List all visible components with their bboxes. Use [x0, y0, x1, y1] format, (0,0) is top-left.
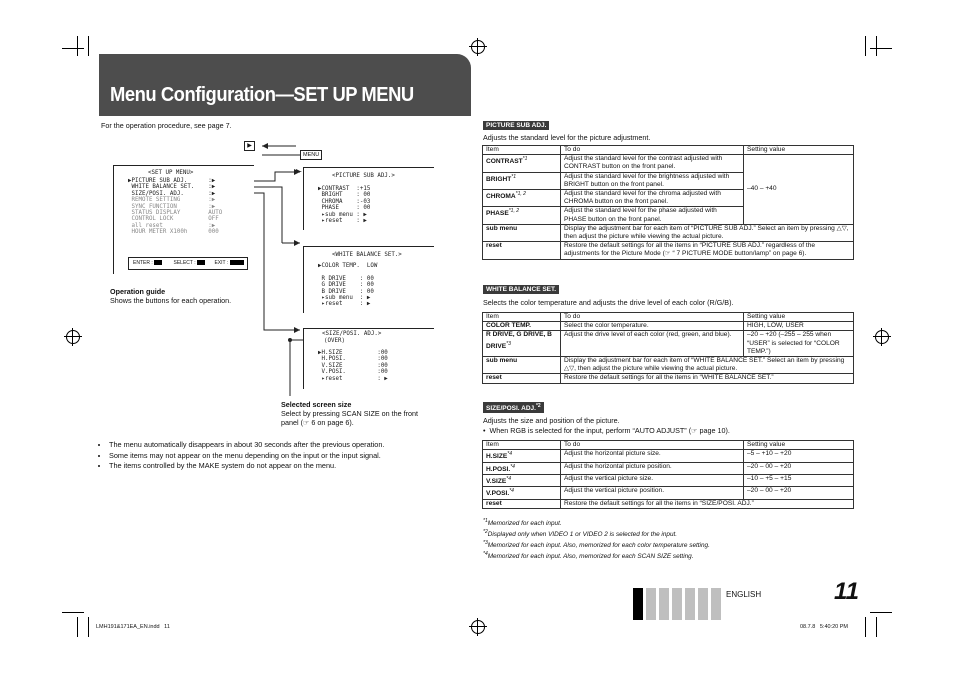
size-posi-desc: Adjusts the size and position of the picture.: [483, 416, 620, 425]
menu-item: ▶PICTURE SUB ADJ. :▶: [128, 178, 216, 184]
menu-item: G DRIVE : 00: [318, 282, 374, 289]
file-info: LMH191&171EA_EN.indd 11: [96, 624, 170, 630]
crop-mark: [865, 36, 866, 56]
operation-guide-title: Operation guide: [110, 287, 166, 296]
item-name: H.SIZE: [486, 453, 508, 461]
menu-item: R DRIVE : 00: [318, 275, 374, 282]
column-header: Setting value: [744, 146, 854, 155]
note-item: • The menu automatically disappears in about 30 seconds after the previous operation.: [109, 440, 384, 451]
item-name: PHASE: [486, 210, 509, 218]
menu-item: REMOTE SETTING :▶: [128, 197, 216, 204]
setup-menu-list: [128, 178, 222, 236]
footnote-text: Memorized for each input.: [487, 520, 562, 528]
selected-size-desc: Select by pressing SCAN SIZE on the front panel (☞ 6 on page 6).: [281, 409, 419, 427]
column-header: Item: [483, 313, 561, 322]
item-cell: [483, 224, 561, 241]
item-footnote-ref: *1: [522, 156, 528, 163]
item-footnote-ref: *4: [507, 451, 512, 458]
white-balance-label: WHITE BALANCE SET.: [483, 285, 559, 294]
tab-marker: [711, 588, 721, 620]
menu-item: WHITE BALANCE SET. :▶: [128, 184, 216, 191]
table-row: [483, 462, 854, 474]
footnote-text: Memorized for each input. Also, memorized for each SCAN SIZE setting.: [487, 553, 694, 561]
menu-item: ▶CONTRAST :+15: [318, 186, 371, 192]
setup-menu-title: <SET UP MENU>: [148, 170, 194, 176]
menu-item: V.POSI. :00: [318, 369, 388, 376]
intro-text: For the operation procedure, see page 7.: [101, 121, 232, 130]
item-footnote-ref: *1, 2: [508, 208, 520, 215]
item-name: reset: [486, 242, 502, 250]
item-name: V.POSI.: [486, 490, 510, 498]
item-cell: [483, 155, 561, 172]
menu-item: CHROMA :-03: [318, 198, 371, 205]
menu-item: H.POSI. :00: [318, 356, 388, 363]
item-cell: [483, 357, 561, 374]
item-cell: [483, 450, 561, 462]
crop-mark: [77, 617, 78, 637]
page-number: 11: [834, 578, 859, 605]
picture-sub-screen: [303, 167, 434, 230]
size-posi-note: • When RGB is selected for the input, perform “AUTO ADJUST” (☞ page 10).: [483, 426, 730, 435]
menu-button-label: MENU: [300, 150, 322, 160]
todo-cell: Adjust the standard level for the brightness adjusted with BRIGHT button on the front panel.: [561, 172, 744, 189]
crop-mark: [62, 612, 84, 613]
size-posi-over: (OVER): [324, 338, 345, 344]
item-cell: [483, 190, 561, 207]
note-item: • The items controlled by the MAKE system do not appear on the menu.: [109, 461, 384, 472]
footnote-mark: *3: [483, 540, 488, 547]
item-footnote-ref: *4: [510, 463, 515, 470]
todo-cell: Adjust the drive level of each color (red, green, and blue).: [561, 331, 744, 357]
footnote-text: Displayed only when VIDEO 1 or VIDEO 2 is selected for the input.: [487, 531, 678, 539]
crop-mark: [88, 617, 89, 637]
todo-cell: Restore the default settings for all the items in “PICTURE SUB ADJ.” regardless of the adjustments for the Picture Mode (☞ “ 7 PICTURE MODE button/lamp” on page 6).: [561, 242, 854, 259]
column-header: Setting value: [744, 313, 854, 322]
menu-item: B DRIVE : 00: [318, 288, 374, 295]
table-header-row: [483, 313, 854, 322]
table-row: [483, 474, 854, 486]
table-header-row: [483, 441, 854, 450]
footnotes: [483, 517, 710, 562]
menu-item: ▶H.SIZE :00: [318, 350, 388, 356]
size-posi-table: [482, 440, 854, 509]
column-header: To do: [561, 313, 744, 322]
todo-cell: Adjust the horizontal picture position.: [561, 462, 744, 474]
item-footnote-ref: *1, 2: [515, 191, 526, 198]
todo-cell: Display the adjustment bar for each item of “PICTURE SUB ADJ.” Select an item by pressing △▽, then adjust the picture while viewing the actual picture.: [561, 224, 854, 241]
menu-item: BRIGHT : 00: [318, 192, 371, 199]
crop-mark: [870, 48, 892, 49]
white-balance-desc: Selects the color temperature and adjusts the drive level of each color (R/G/B).: [483, 298, 734, 307]
item-cell: [483, 462, 561, 474]
footnote-text: Memorized for each input. Also, memorized for each color temperature setting.: [487, 542, 710, 550]
tab-marker: [672, 588, 682, 620]
footnote: [483, 550, 710, 561]
todo-cell: Adjust the standard level for the contrast adjusted with CONTRAST button on the front panel.: [561, 155, 744, 172]
item-cell: [483, 207, 561, 224]
menu-item: all reset :▶: [128, 222, 216, 229]
play-icon: ▶: [244, 141, 255, 151]
todo-cell: Display the adjustment bar for each item of “WHITE BALANCE SET.” Select an item by pressing △▽, then adjust the picture while viewing the actual picture.: [561, 357, 854, 374]
column-header: Item: [483, 441, 561, 450]
item-name: sub menu: [486, 357, 518, 365]
table-row: [483, 242, 854, 259]
item-name: BRIGHT: [486, 175, 512, 183]
timestamp: 08.7.8 5:40:20 PM: [800, 624, 849, 630]
picture-sub-desc: Adjusts the standard level for the picture adjustment.: [483, 133, 651, 142]
footnote-mark: *2: [483, 529, 488, 536]
item-cell: [483, 242, 561, 259]
white-balance-table: [482, 312, 854, 384]
table-row: [483, 374, 854, 383]
menu-item: PHASE : 00: [318, 205, 371, 212]
item-name: reset: [486, 374, 502, 382]
item-name: COLOR TEMP.: [486, 322, 531, 330]
menu-item: CONTROL LOCK OFF: [128, 216, 219, 223]
item-cell: [483, 499, 561, 508]
size-posi-list: [318, 350, 388, 382]
crop-mark: [865, 617, 866, 637]
menu-item: ▶COLOR TEMP. LOW: [318, 263, 378, 269]
tab-marker: [685, 588, 695, 620]
picture-sub-table: [482, 145, 854, 260]
item-name: reset: [486, 499, 502, 507]
footnote: [483, 517, 710, 528]
notes-list: [101, 440, 384, 472]
crop-mark: [876, 617, 877, 637]
crop-mark: [876, 36, 877, 56]
footnote: [483, 539, 710, 550]
setup-menu-screen: [113, 165, 254, 274]
menu-item: STATUS DISPLAY AUTO: [128, 210, 223, 217]
registration-mark-icon: [875, 330, 889, 344]
value-cell: –40 – +40: [744, 155, 854, 225]
table-row: [483, 224, 854, 241]
menu-item: ▸reset : ▶: [318, 375, 388, 382]
table-row: [483, 322, 854, 331]
menu-item: ▸sub menu : ▶: [318, 295, 371, 302]
item-cell: [483, 172, 561, 189]
table-row: [483, 487, 854, 499]
footnote-mark: *1: [483, 518, 488, 524]
size-posi-label: SIZE/POSI. ADJ.$^{*2}$: [483, 402, 544, 413]
item-cell: [483, 474, 561, 486]
item-name: R DRIVE, G DRIVE, B DRIVE: [486, 331, 552, 350]
item-name: V.SIZE: [486, 478, 507, 486]
value-cell: HIGH, LOW, USER: [744, 322, 854, 331]
table-header-row: [483, 146, 854, 155]
crop-mark: [870, 612, 892, 613]
menu-item: SIZE/POSI. ADJ. :▶: [128, 190, 216, 197]
menu-item: V.SIZE :00: [318, 362, 388, 369]
white-balance-list: [318, 263, 377, 308]
item-footnote-ref: *3: [506, 340, 511, 347]
value-cell: –5 – +10 – +20: [744, 450, 854, 462]
operation-guide-desc: Shows the buttons for each operation.: [110, 296, 232, 305]
item-cell: [483, 487, 561, 499]
item-footnote-ref: *1: [511, 173, 517, 180]
menu-item: ▸reset : ▶: [318, 301, 371, 308]
table-row: [483, 357, 854, 374]
registration-mark-icon: [471, 620, 485, 634]
item-name: CHROMA: [486, 193, 516, 201]
page-title: Menu Configuration—SET UP MENU: [110, 84, 414, 106]
picture-sub-title: <PICTURE SUB ADJ.>: [332, 173, 395, 179]
guide-enter: ENTER :: [133, 260, 153, 266]
language-label: ENGLISH: [726, 590, 762, 599]
guide-bar: [128, 257, 248, 270]
white-balance-title: <WHITE BALANCE SET.>: [332, 252, 402, 258]
table-row: [483, 155, 854, 172]
item-cell: [483, 374, 561, 383]
item-footnote-ref: *4: [509, 488, 514, 495]
column-header: To do: [561, 441, 744, 450]
item-cell: [483, 322, 561, 331]
guide-select: SELECT :: [173, 260, 196, 266]
todo-cell: Restore the default settings for all the items in “SIZE/POSI. ADJ.”: [561, 499, 854, 508]
size-posi-title: <SIZE/POSI. ADJ.>: [322, 331, 382, 337]
tab-marker: [659, 588, 669, 620]
menu-item: ▸sub menu : ▶: [318, 211, 367, 218]
picture-sub-list: [318, 186, 370, 224]
todo-cell: Adjust the vertical picture size.: [561, 474, 744, 486]
value-cell: –20 – 00 – +20: [744, 487, 854, 499]
table-row: [483, 331, 854, 357]
tab-marker: [646, 588, 656, 620]
item-name: CONTRAST: [486, 158, 523, 166]
size-posi-screen: [303, 328, 434, 389]
todo-cell: Adjust the horizontal picture size.: [561, 450, 744, 462]
footnote: [483, 528, 710, 539]
footnote-mark: *4: [483, 551, 488, 558]
menu-item: SYNC FUNCTION :▶: [128, 203, 216, 210]
column-header: To do: [561, 146, 744, 155]
white-balance-screen: [303, 246, 434, 313]
item-cell: [483, 331, 561, 357]
table-row: [483, 499, 854, 508]
menu-item: HOUR METER X100h 000: [128, 229, 219, 236]
todo-cell: Adjust the standard level for the chroma adjusted with CHROMA button on the front panel.: [561, 190, 744, 207]
todo-cell: Restore the default settings for all the items in “WHITE BALANCE SET.”: [561, 374, 854, 383]
picture-sub-label: PICTURE SUB ADJ.: [483, 121, 549, 130]
selected-size-title: Selected screen size: [281, 400, 352, 409]
item-footnote-ref: *4: [506, 475, 512, 482]
todo-cell: Adjust the standard level for the phase adjusted with PHASE button on the front panel.: [561, 207, 744, 224]
tab-marker: [633, 588, 643, 620]
value-cell: –20 – 00 – +20: [744, 462, 854, 474]
value-cell: –20 – +20 (–255 – 255 when “USER” is selected for “COLOR TEMP.”): [744, 331, 854, 357]
todo-cell: Adjust the vertical picture position.: [561, 487, 744, 499]
guide-exit: EXIT :: [214, 260, 229, 266]
column-header: Item: [483, 146, 561, 155]
note-item: • Some items may not appear on the menu depending on the input or the input signal.: [109, 451, 384, 462]
todo-cell: Select the color temperature.: [561, 322, 744, 331]
column-header: Setting value: [744, 441, 854, 450]
menu-item: ▸reset : ▶: [318, 218, 367, 225]
value-cell: –10 – +5 – +15: [744, 474, 854, 486]
item-name: sub menu: [486, 224, 518, 232]
table-row: [483, 450, 854, 462]
item-name: H.POSI.: [486, 465, 511, 473]
tab-marker: [698, 588, 708, 620]
